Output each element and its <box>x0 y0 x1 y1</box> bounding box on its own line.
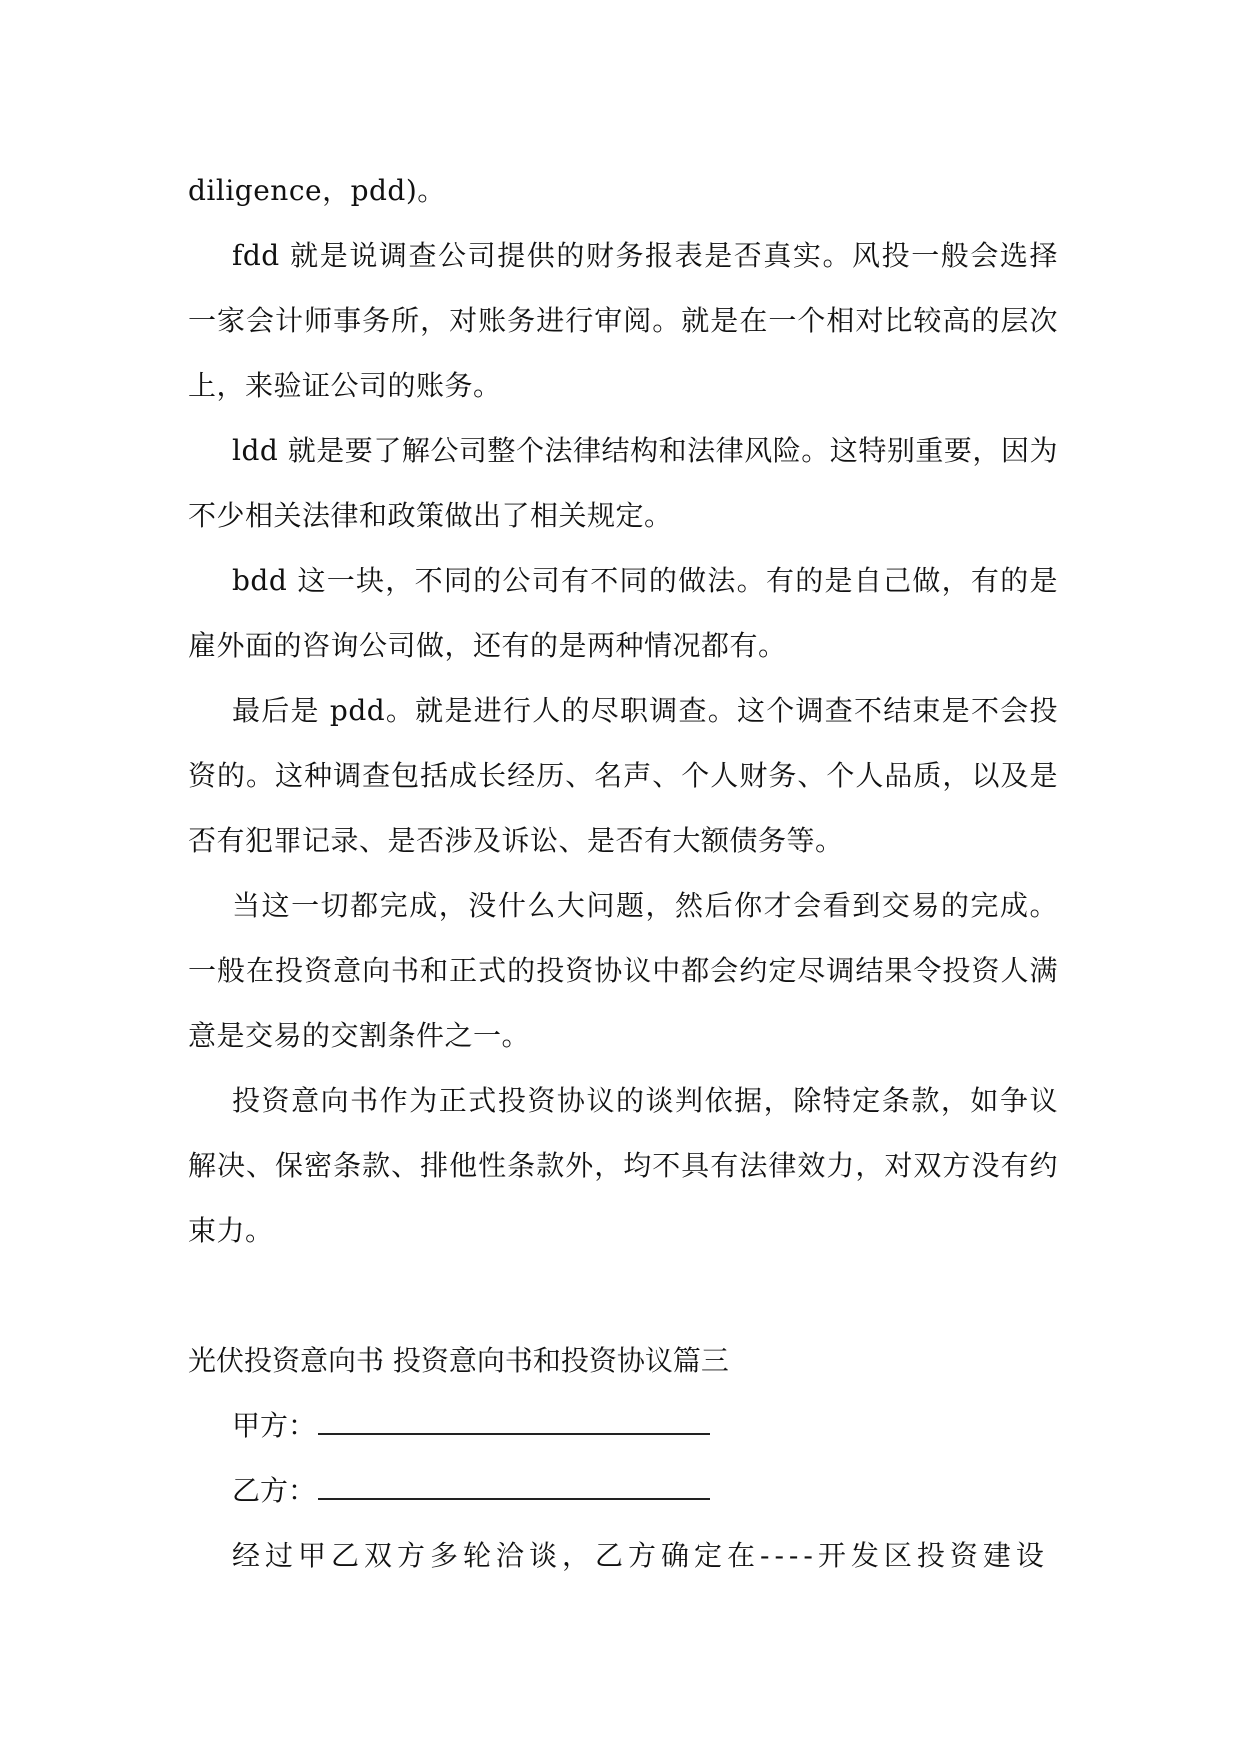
blank-line <box>188 1263 1058 1328</box>
closing-line: 经过甲乙双方多轮洽谈，乙方确定在----开发区投资建设 <box>232 1539 1049 1572</box>
party-a-label: 甲方： <box>232 1409 317 1442</box>
party-a-blank <box>318 1407 710 1435</box>
section-heading: 光伏投资意向书 投资意向书和投资协议篇三 <box>188 1344 729 1377</box>
paragraph-fdd: fdd 就是说调查公司提供的财务报表是否真实。风投一般会选择一家会计师事务所，对账务进行审阅。就是在一个相对比较高的层次上，来验证公司的账务。 <box>188 239 1058 402</box>
paragraph-pdd: 最后是 pdd。就是进行人的尽职调查。这个调查不结束是不会投资的。这种调查包括成长经历、名声、个人财务、个人品质，以及是否有犯罪记录、是否涉及诉讼、是否有大额债务等。 <box>188 694 1058 857</box>
party-b-line <box>188 1458 1058 1523</box>
party-a-line <box>188 1393 1058 1458</box>
party-b-blank <box>318 1472 710 1500</box>
paragraph-term-sheet: 投资意向书作为正式投资协议的谈判依据，除特定条款，如争议解决、保密条款、排他性条款外，均不具有法律效力，对双方没有约束力。 <box>188 1084 1058 1247</box>
document-body <box>188 158 1058 1588</box>
paragraph-continuation: diligence，pdd)。 <box>188 174 446 207</box>
paragraph-completion: 当这一切都完成，没什么大问题，然后你才会看到交易的完成。一般在投资意向书和正式的投资协议中都会约定尽调结果令投资人满意是交易的交割条件之一。 <box>188 889 1058 1052</box>
paragraph-ldd: ldd 就是要了解公司整个法律结构和法律风险。这特别重要，因为不少相关法律和政策做出了相关规定。 <box>188 434 1058 532</box>
paragraph-bdd: bdd 这一块，不同的公司有不同的做法。有的是自己做，有的是雇外面的咨询公司做，还有的是两种情况都有。 <box>188 564 1058 662</box>
party-b-label: 乙方： <box>232 1474 317 1507</box>
